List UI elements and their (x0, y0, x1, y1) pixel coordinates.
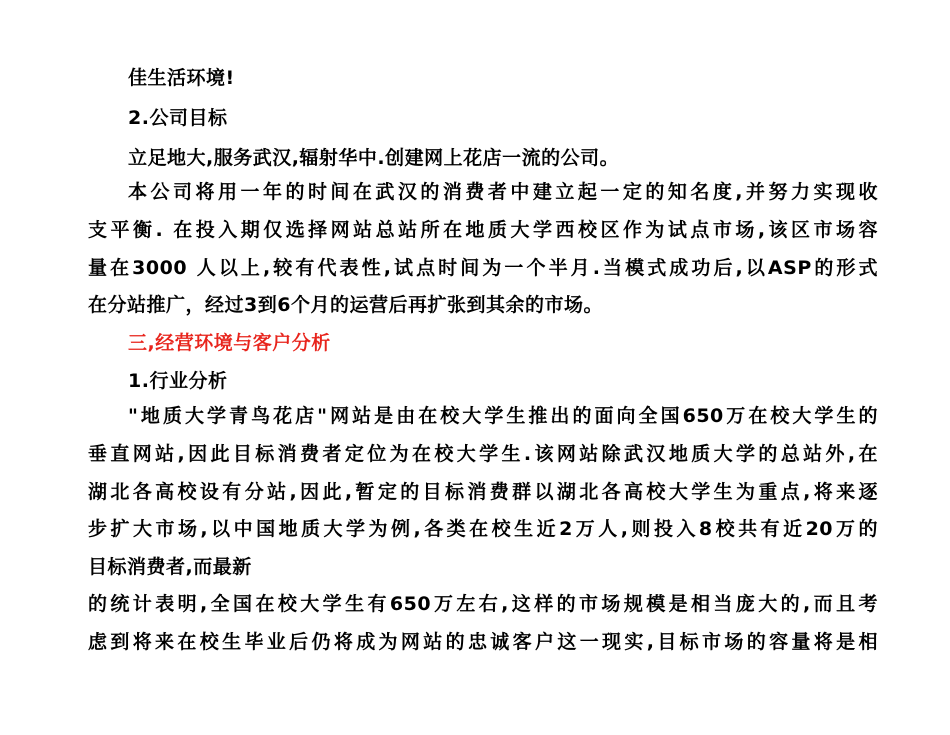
paragraph-line: 垂直网站,因此目标消费者定位为在校大学生.该网站除武汉地质大学的总站外,在 (88, 443, 878, 465)
paragraph-line: 湖北各高校设有分站,因此,暂定的目标消费群以湖北各高校大学生为重点,将来逐 (88, 481, 878, 503)
paragraph-line: 目标消费者,而最新 (88, 556, 252, 578)
text-line: 立足地大,服务武汉,辐射华中.创建网上花店一流的公司。 (128, 147, 620, 169)
paragraph-line: 本公司将用一年的时间在武汉的消费者中建立起一定的知名度,并努力实现收 (128, 181, 878, 203)
paragraph-line: 量在3000 人以上,较有代表性,试点时间为一个半月.当模式成功后,以ASP的形式 (88, 257, 878, 279)
section-subheading: 2.公司目标 (128, 107, 228, 129)
paragraph-line: "地质大学青鸟花店"网站是由在校大学生推出的面向全国650万在校大学生的 (128, 405, 878, 427)
paragraph-line: 在分站推广，经过3到6个月的运营后再扩张到其余的市场。 (88, 294, 603, 316)
paragraph-line: 虑到将来在校生毕业后仍将成为网站的忠诚客户这一现实,目标市场的容量将是相 (88, 631, 878, 653)
paragraph-line: 支平衡. 在投入期仅选择网站总站所在地质大学西校区作为试点市场,该区市场容 (88, 219, 878, 241)
section-heading: 三,经营环境与客户分析 (128, 332, 331, 354)
text-line: 佳生活环境! (128, 67, 235, 89)
section-subheading: 1.行业分析 (128, 370, 228, 392)
paragraph-line: 的统计表明,全国在校大学生有650万左右,这样的市场规模是相当庞大的,而且考 (88, 593, 878, 615)
paragraph-line: 步扩大市场,以中国地质大学为例,各类在校生近2万人,则投入8校共有近20万的 (88, 518, 878, 540)
